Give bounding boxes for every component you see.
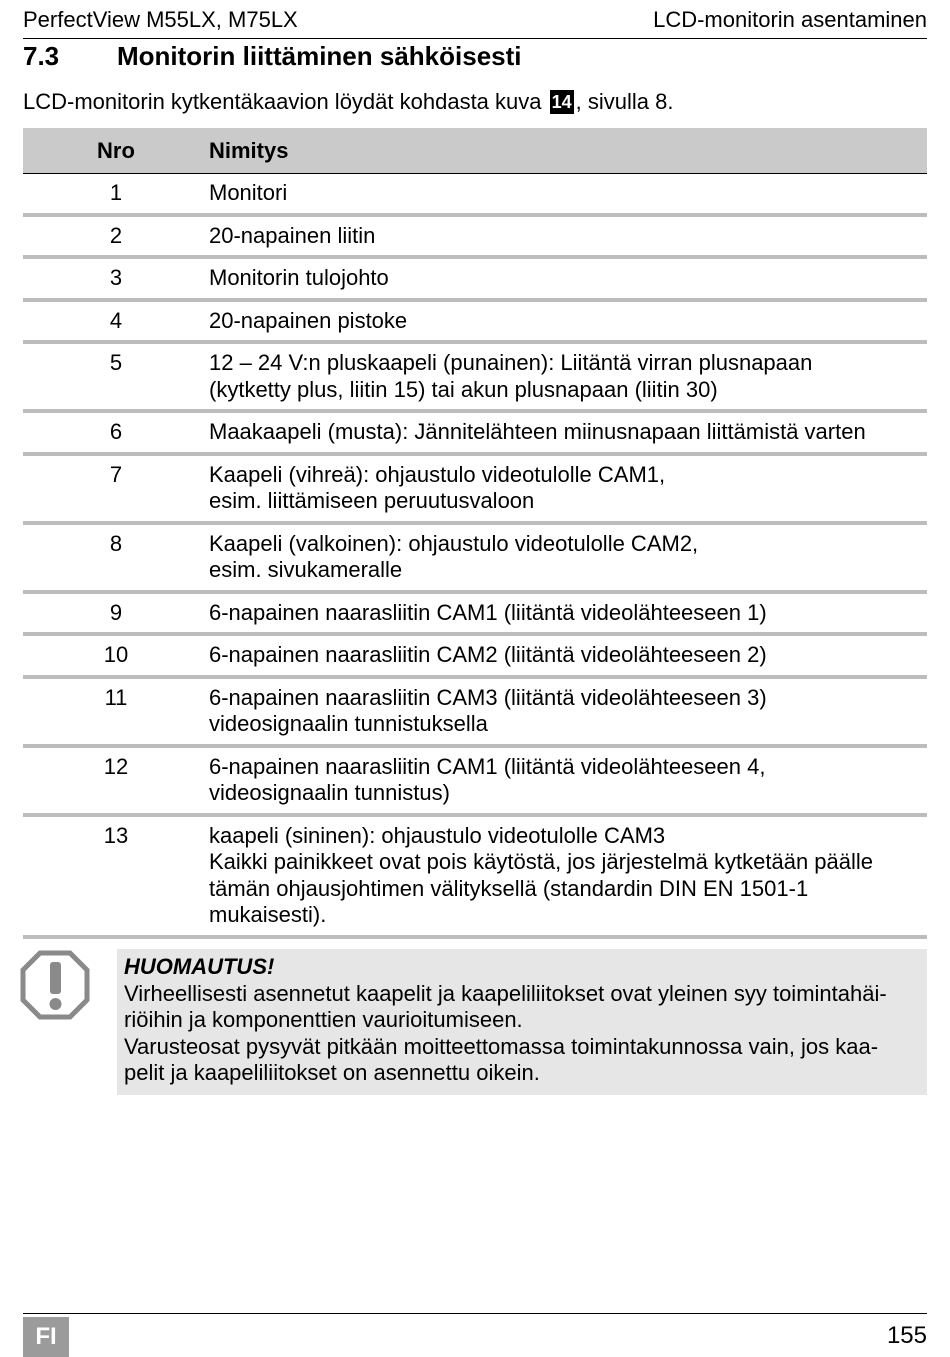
table-row [23,411,927,454]
row-description-line: (kytketty plus, liitin 15) tai akun plusnapaan (liitin 30) [209,376,718,402]
row-description [209,454,927,523]
row-description-line: 6-napainen naarasliitin CAM2 (liitäntä videolähteeseen 2) [209,642,767,667]
row-description-line: tämän ohjausjohtimen välityksellä (standardin DIN EN 1501-1 [209,875,809,901]
table-row [23,592,927,635]
note-line: pelit ja kaapeliliitokset on asennettu oikein. [124,1060,540,1085]
table-row [23,174,927,215]
row-number: 7 [23,454,209,523]
row-description-line: 20-napainen pistoke [209,307,408,333]
table-header-row [23,128,927,174]
table-row [23,257,927,300]
intro-before: LCD-monitorin kytkentäkaavion löydät kohdasta kuva [23,89,542,114]
row-description-line: Kaapeli (valkoinen): ohjaustulo videotulolle CAM2, [209,530,699,556]
row-number: 8 [23,523,209,592]
note-title: HUOMAUTUS! [124,954,275,979]
table-row [23,677,927,746]
row-number: 10 [23,634,209,677]
page-header [23,4,927,39]
intro-after: , sivulla 8. [575,89,674,114]
row-description-line: kaapeli (sininen): ohjaustulo videotulolle CAM3 [209,822,666,848]
row-description-line: 6-napainen naarasliitin CAM3 (liitäntä videolähteeseen 3) [209,684,767,710]
row-description-line: 6-napainen naarasliitin CAM1 (liitäntä videolähteeseen 1) [209,599,767,625]
parts-table [23,128,927,939]
row-description [209,300,927,343]
row-number: 13 [23,815,209,937]
language-badge: FI [23,1317,69,1357]
row-description-line: Maakaapeli (musta): Jännitelähteen miinusnapaan liittämistä varten [209,419,866,444]
header-product: PerfectView M55LX, M75LX [23,7,298,32]
note-text [124,954,924,1087]
table-row [23,815,927,937]
footer-divider [23,1313,927,1314]
note-line: Virheellisesti asennetut kaapelit ja kaapeliliitokset ovat yleinen syy toimintahäi- [124,980,887,1006]
note-line: Varusteosat pysyvät pitkään moitteettomassa toimintakunnossa vain, jos kaa- [124,1033,879,1059]
table-row [23,634,927,677]
row-description-line: 20-napainen liitin [209,222,376,248]
row-description-line: esim. sivukameralle [209,557,403,582]
table-row [23,342,927,411]
row-description-line: videosignaalin tunnistus) [209,780,450,805]
row-number: 12 [23,746,209,815]
section-title [23,40,522,72]
row-description [209,257,927,300]
intro-text [23,88,673,116]
page-number: 155 [886,1322,927,1349]
table-row [23,454,927,523]
section-title-text: Monitorin liittäminen sähköisesti [117,41,522,71]
row-number: 5 [23,342,209,411]
row-description [209,411,927,454]
table-row [23,746,927,815]
row-number: 11 [23,677,209,746]
table-row [23,215,927,258]
row-description-line: Kaikki painikkeet ovat pois käytöstä, jos järjestelmä kytketään päälle [209,849,874,874]
row-description [209,174,927,215]
row-number: 1 [23,174,209,215]
row-number: 6 [23,411,209,454]
row-description-line: 12 – 24 V:n pluskaapeli (punainen): Liitäntä virran plusnapaan [209,350,813,375]
row-number: 2 [23,215,209,258]
row-description-line: 6-napainen naarasliitin CAM1 (liitäntä videolähteeseen 4, [209,753,766,779]
row-description [209,677,927,746]
row-number: 9 [23,592,209,635]
row-description-line: Monitorin tulojohto [209,265,389,290]
table-row [23,300,927,343]
table-row [23,523,927,592]
exclamation-octagon-icon [20,950,90,1020]
row-description-line: mukaisesti). [209,902,327,927]
note-line: riöihin ja komponenttien vaurioitumiseen. [124,1007,523,1032]
table-body [23,174,927,937]
row-description-line: Monitori [209,180,288,205]
figure-reference: 14 [551,92,572,112]
section-number: 7.3 [23,41,60,71]
row-description [209,342,927,411]
row-number: 3 [23,257,209,300]
row-description-line: Kaapeli (vihreä): ohjaustulo videotulolle CAM1, [209,461,666,487]
row-description [209,746,927,815]
header-nro: Nro [23,128,209,174]
row-description [209,815,927,937]
header-chapter: LCD-monitorin asentaminen [653,7,927,32]
row-description [209,634,927,677]
header-nimitys: Nimitys [209,128,927,174]
row-description-line: videosignaalin tunnistuksella [209,711,488,736]
row-description [209,523,927,592]
row-description [209,592,927,635]
row-number: 4 [23,300,209,343]
row-description [209,215,927,258]
row-description-line: esim. liittämiseen peruutusvaloon [209,488,535,513]
